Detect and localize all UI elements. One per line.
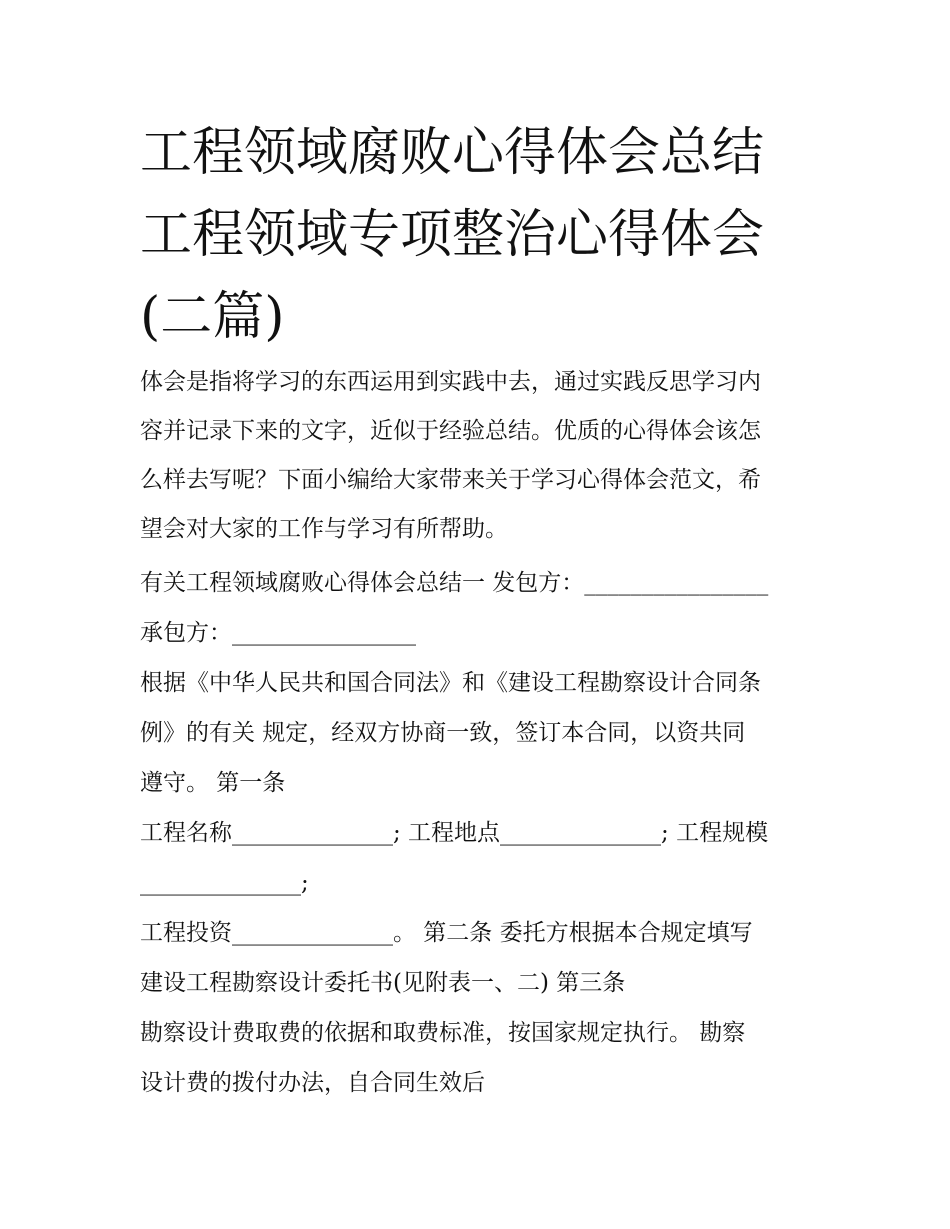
body-line-4: 望会对大家的工作与学习有所帮助。 (140, 516, 508, 542)
body-line-9: 遵守。 第一条 (140, 770, 286, 796)
body-line-13: 建设工程勘察设计委托书(见附表一、二) 第三条 (140, 970, 626, 996)
body-line-3: 么样去写呢？下面小编给大家带来关于学习心得体会范文，希 (140, 467, 761, 493)
body-line-15: 设计费的拨付办法，自合同生效后 (140, 1070, 485, 1096)
body-line-11: ______________; (140, 870, 309, 896)
body-line-8: 例》的有关 规定，经双方协商一致，签订本合同，以资共同 (140, 720, 746, 746)
body-line-12: 工程投资______________。 第二条 委托方根据本合规定填写 (140, 920, 753, 946)
body-line-7: 根据《中华人民共和国合同法》和《建设工程勘察设计合同条 (140, 670, 761, 696)
document-title: 工程领域腐败心得体会总结 工程领域专项整治心得体会(二篇) (140, 123, 765, 347)
body-line-14: 勘察设计费取费的依据和取费标准，按国家规定执行。 勘察 (140, 1020, 746, 1046)
body-line-10: 工程名称______________; 工程地点______________; 工程规模 (140, 820, 769, 846)
body-line-6: 承包方：________________ (140, 620, 416, 646)
body-line-2: 容并记录下来的文字，近似于经验总结。优质的心得体会该怎 (140, 418, 761, 444)
body-line-1: 体会是指将学习的东西运用到实践中去，通过实践反思学习内 (140, 369, 761, 395)
body-line-5: 有关工程领域腐败心得体会总结一 发包方：________________ (140, 570, 769, 596)
